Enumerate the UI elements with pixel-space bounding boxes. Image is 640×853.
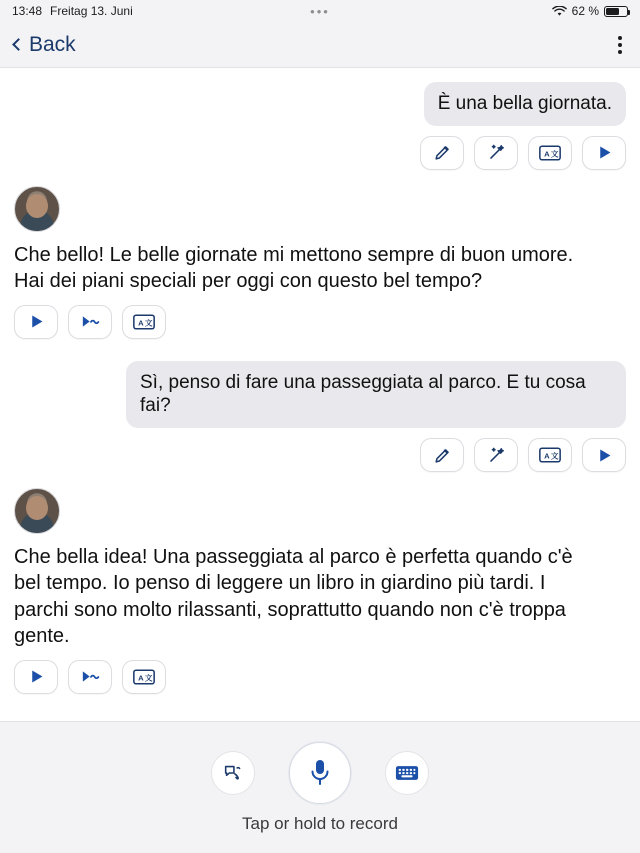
magic-wand-icon[interactable] xyxy=(474,136,518,170)
play-icon[interactable] xyxy=(582,136,626,170)
status-bar xyxy=(0,0,640,22)
translate-icon[interactable] xyxy=(122,305,166,339)
message-actions xyxy=(420,438,626,472)
message-user-2 xyxy=(14,361,626,473)
microphone-icon[interactable] xyxy=(289,742,351,804)
hand-suggest-icon[interactable] xyxy=(211,751,255,795)
tutor-avatar xyxy=(14,488,60,534)
svg-text:A: A xyxy=(138,672,144,682)
translate-icon[interactable] xyxy=(528,136,572,170)
back-button-label: Back xyxy=(29,32,76,56)
message-bot-2 xyxy=(14,488,626,694)
nav-bar xyxy=(0,22,640,68)
message-bubble: È una bella giornata. xyxy=(424,82,626,126)
slow-play-icon[interactable] xyxy=(68,660,112,694)
svg-text:文: 文 xyxy=(144,672,153,682)
tutor-avatar xyxy=(14,186,60,232)
play-icon[interactable] xyxy=(14,305,58,339)
translate-icon[interactable] xyxy=(528,438,572,472)
play-icon[interactable] xyxy=(14,660,58,694)
play-icon[interactable] xyxy=(582,438,626,472)
status-left xyxy=(12,4,133,18)
message-text: Che bello! Le belle giornate mi mettono sempre di buon umore. Hai dei piani speciali per oggi con questo bel tempo? xyxy=(14,243,574,293)
svg-text:文: 文 xyxy=(144,317,153,327)
svg-text:文: 文 xyxy=(550,149,559,159)
slow-play-icon[interactable] xyxy=(68,305,112,339)
message-actions xyxy=(420,136,626,170)
record-hint: Tap or hold to record xyxy=(242,813,398,833)
message-text: Che bella idea! Una passeggiata al parco è perfetta quando c'è bel tempo. Io penso di leggere un libro in giardino più tardi. I parchi sono molto rilassanti, soprattutto quando non c'è troppa gente. xyxy=(14,546,573,648)
kebab-menu-icon[interactable] xyxy=(614,30,626,60)
battery-icon xyxy=(604,6,628,17)
svg-text:A: A xyxy=(544,451,550,461)
recorder-controls xyxy=(211,742,429,804)
svg-text:A: A xyxy=(138,317,144,327)
edit-icon[interactable] xyxy=(420,136,464,170)
translate-icon[interactable] xyxy=(122,660,166,694)
message-user-1 xyxy=(14,82,626,170)
conversation-list[interactable] xyxy=(0,68,640,721)
message-actions xyxy=(14,305,626,339)
message-bubble: Sì, penso di fare una passeggiata al parco. E tu cosa fai? xyxy=(126,361,626,429)
status-date: Freitag 13. Juni xyxy=(50,4,133,18)
status-right xyxy=(552,4,628,18)
chevron-left-icon xyxy=(12,38,25,51)
battery-label: 62 % xyxy=(571,4,599,18)
message-bot-1 xyxy=(14,186,626,339)
wifi-icon xyxy=(552,6,567,17)
svg-text:A: A xyxy=(544,149,550,159)
status-center-dots: ••• xyxy=(310,3,330,19)
edit-icon[interactable] xyxy=(420,438,464,472)
recorder-bar xyxy=(0,721,640,853)
keyboard-icon[interactable] xyxy=(385,751,429,795)
back-button[interactable] xyxy=(14,33,76,57)
message-actions xyxy=(14,660,626,694)
svg-text:文: 文 xyxy=(550,451,559,461)
status-time: 13:48 xyxy=(12,4,43,18)
magic-wand-icon[interactable] xyxy=(474,438,518,472)
